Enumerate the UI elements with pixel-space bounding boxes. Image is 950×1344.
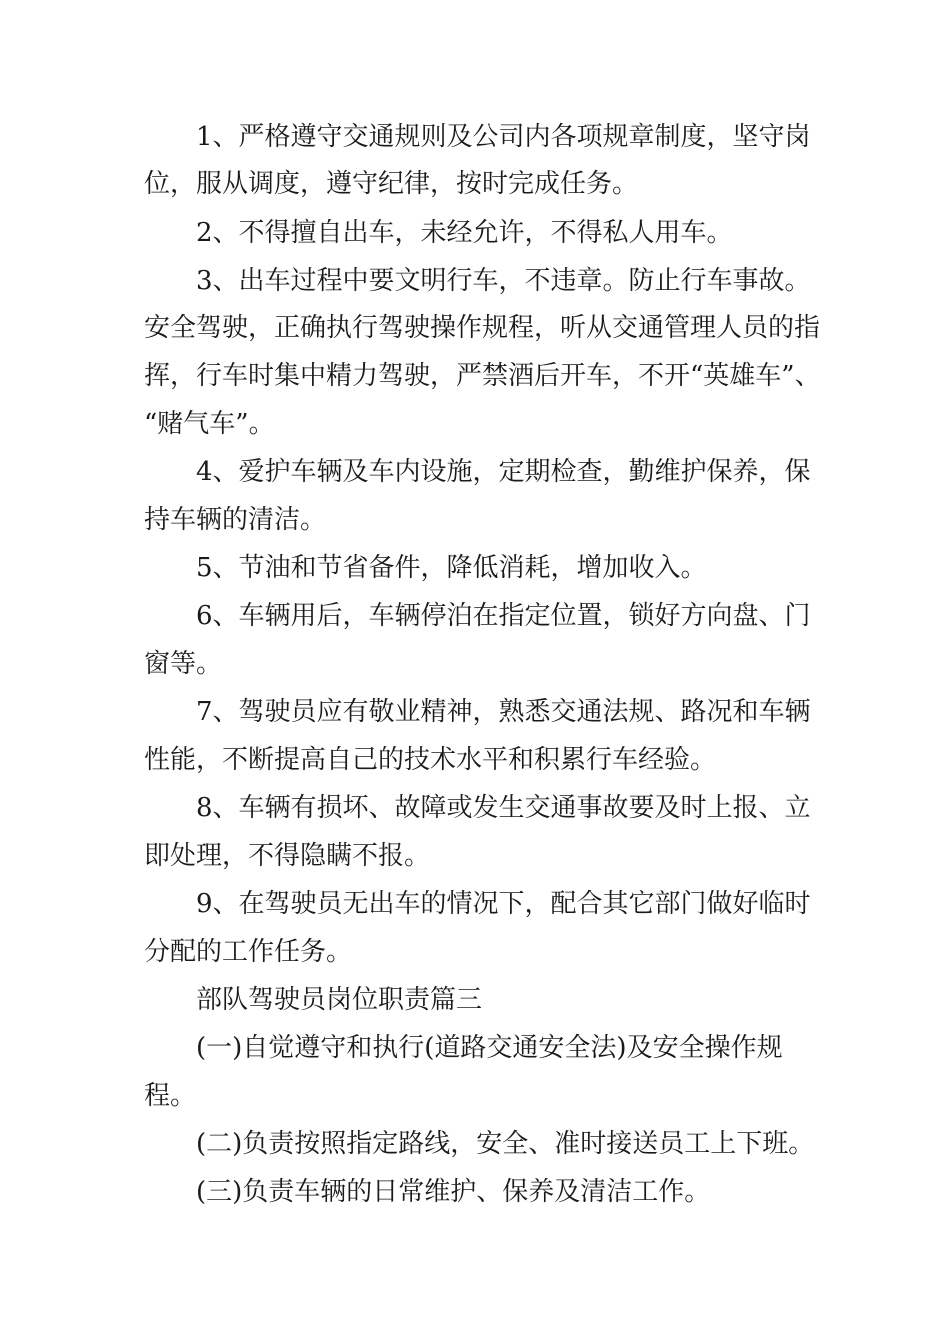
rule-7-line-1: 7、驾驶员应有敬业精神，熟悉交通法规、路况和车辆	[196, 697, 811, 727]
rule-3-line-3: 挥，行车时集中精力驾驶，严禁酒后开车，不开“英雄车”、	[144, 361, 821, 391]
rule-3-line-4: “赌气车”。	[144, 409, 275, 439]
duty-1-line-2: 程。	[144, 1081, 197, 1111]
rule-3-line-1: 3、出车过程中要文明行车，不违章。防止行车事故。	[196, 266, 811, 296]
duty-2-line-1: (二)负责按照指定路线，安全、准时接送员工上下班。	[196, 1129, 815, 1159]
rule-3-line-2: 安全驾驶，正确执行驾驶操作规程，听从交通管理人员的指	[144, 313, 821, 343]
rule-8-line-2: 即处理，不得隐瞒不报。	[144, 841, 431, 871]
rule-6-line-1: 6、车辆用后，车辆停泊在指定位置，锁好方向盘、门	[196, 601, 811, 631]
duty-1-line-1: (一)自觉遵守和执行(道路交通安全法)及安全操作规	[196, 1033, 783, 1063]
rule-8-line-1: 8、车辆有损坏、故障或发生交通事故要及时上报、立	[196, 793, 811, 823]
section-heading: 部队驾驶员岗位职责篇三	[196, 985, 483, 1015]
rule-2-line-1: 2、不得擅自出车，未经允许，不得私人用车。	[196, 218, 733, 248]
rule-6-line-2: 窗等。	[144, 649, 223, 679]
rule-7-line-2: 性能，不断提高自己的技术水平和积累行车经验。	[144, 745, 717, 775]
duty-3-line-1: (三)负责车辆的日常维护、保养及清洁工作。	[196, 1177, 711, 1207]
rule-4-line-2: 持车辆的清洁。	[144, 505, 327, 535]
rule-9-line-1: 9、在驾驶员无出车的情况下，配合其它部门做好临时	[196, 889, 811, 919]
rule-1-line-1: 1、严格遵守交通规则及公司内各项规章制度，坚守岗	[196, 122, 811, 152]
rule-1-line-2: 位，服从调度，遵守纪律，按时完成任务。	[144, 169, 639, 199]
rule-9-line-2: 分配的工作任务。	[144, 937, 353, 967]
rule-5-line-1: 5、节油和节省备件，降低消耗，增加收入。	[196, 553, 707, 583]
rule-4-line-1: 4、爱护车辆及车内设施，定期检查，勤维护保养，保	[196, 457, 811, 487]
